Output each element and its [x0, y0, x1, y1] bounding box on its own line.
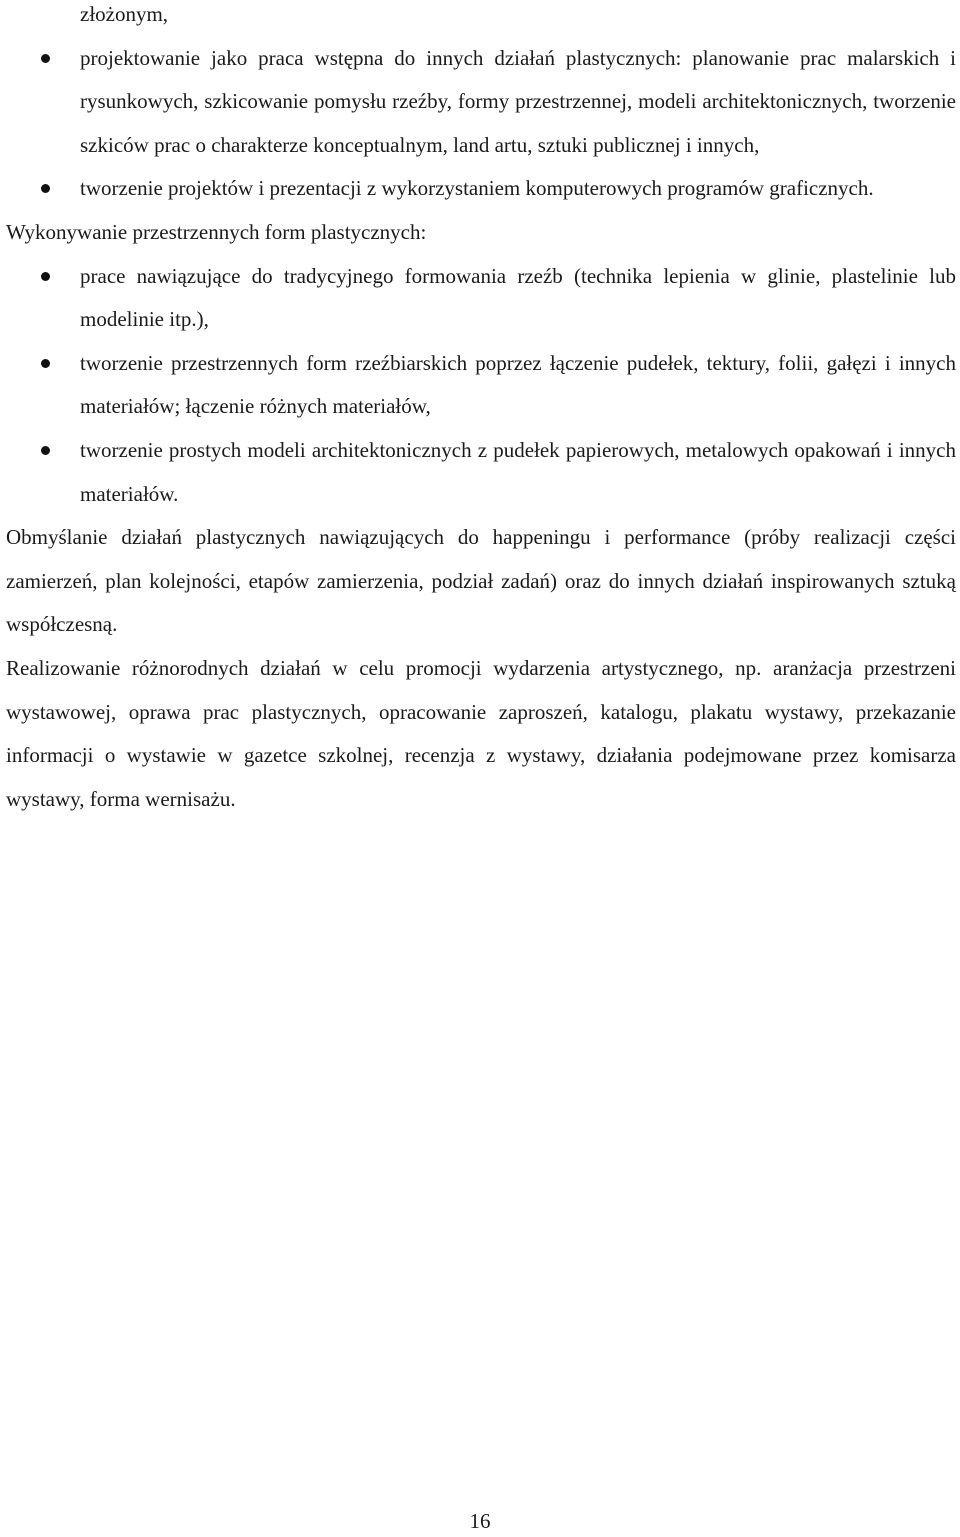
bullet-list-spatial-forms	[6, 255, 956, 517]
list-item-text: projektowanie jako praca wstępna do innych działań plastycznych: planowanie prac malarskich i rysunkowych, szkicowanie pomysłu rzeźby, formy przestrzennej, modeli architektonicznych, tworzenie szkiców prac o charakterze konceptualnym, land artu, sztuki publicznej i innych,	[80, 45, 956, 157]
list-item	[6, 37, 956, 168]
bullet-list-design	[6, 37, 956, 211]
list-item	[6, 429, 956, 516]
list-item	[6, 167, 956, 211]
bullet-icon	[41, 446, 50, 455]
list-item	[6, 255, 956, 342]
section-heading-spatial-forms: Wykonywanie przestrzennych form plastycznych:	[6, 219, 427, 244]
bullet-icon	[41, 359, 50, 368]
bullet-icon	[41, 54, 50, 63]
document-body	[6, 0, 956, 821]
paragraph-promotion: Realizowanie różnorodnych działań w celu promocji wydarzenia artystycznego, np. aranżacja przestrzeni wystawowej, oprawa prac plastycznych, opracowanie zaproszeń, katalogu, plakatu wystawy, przekazanie informacji o wystawie w gazetce szkolnej, recenzja z wystawy, działania podejmowane przez komisarza wystawy, forma wernisażu.	[6, 655, 956, 811]
page-number: 16	[469, 1509, 491, 1533]
list-item-text: tworzenie prostych modeli architektonicznych z pudełek papierowych, metalowych opakowań i innych materiałów.	[80, 437, 956, 506]
paragraph-happening: Obmyślanie działań plastycznych nawiązujących do happeningu i performance (próby realizacji części zamierzeń, plan kolejności, etapów zamierzenia, podział zadań) oraz do innych działań inspirowanych sztuką współczesną.	[6, 525, 956, 637]
list-item-text: tworzenie przestrzennych form rzeźbiarskich poprzez łączenie pudełek, tektury, folii, gałęzi i innych materiałów; łączenie różnych materiałów,	[80, 350, 956, 419]
list-item-text: tworzenie projektów i prezentacji z wykorzystaniem komputerowych programów graficznych.	[80, 176, 874, 201]
continuation-text: złożonym,	[80, 2, 169, 26]
bullet-icon	[41, 184, 50, 193]
list-item-text: prace nawiązujące do tradycyjnego formowania rzeźb (technika lepienia w glinie, plastelinie lub modelinie itp.),	[80, 263, 956, 332]
bullet-icon	[41, 272, 50, 281]
list-item	[6, 342, 956, 429]
